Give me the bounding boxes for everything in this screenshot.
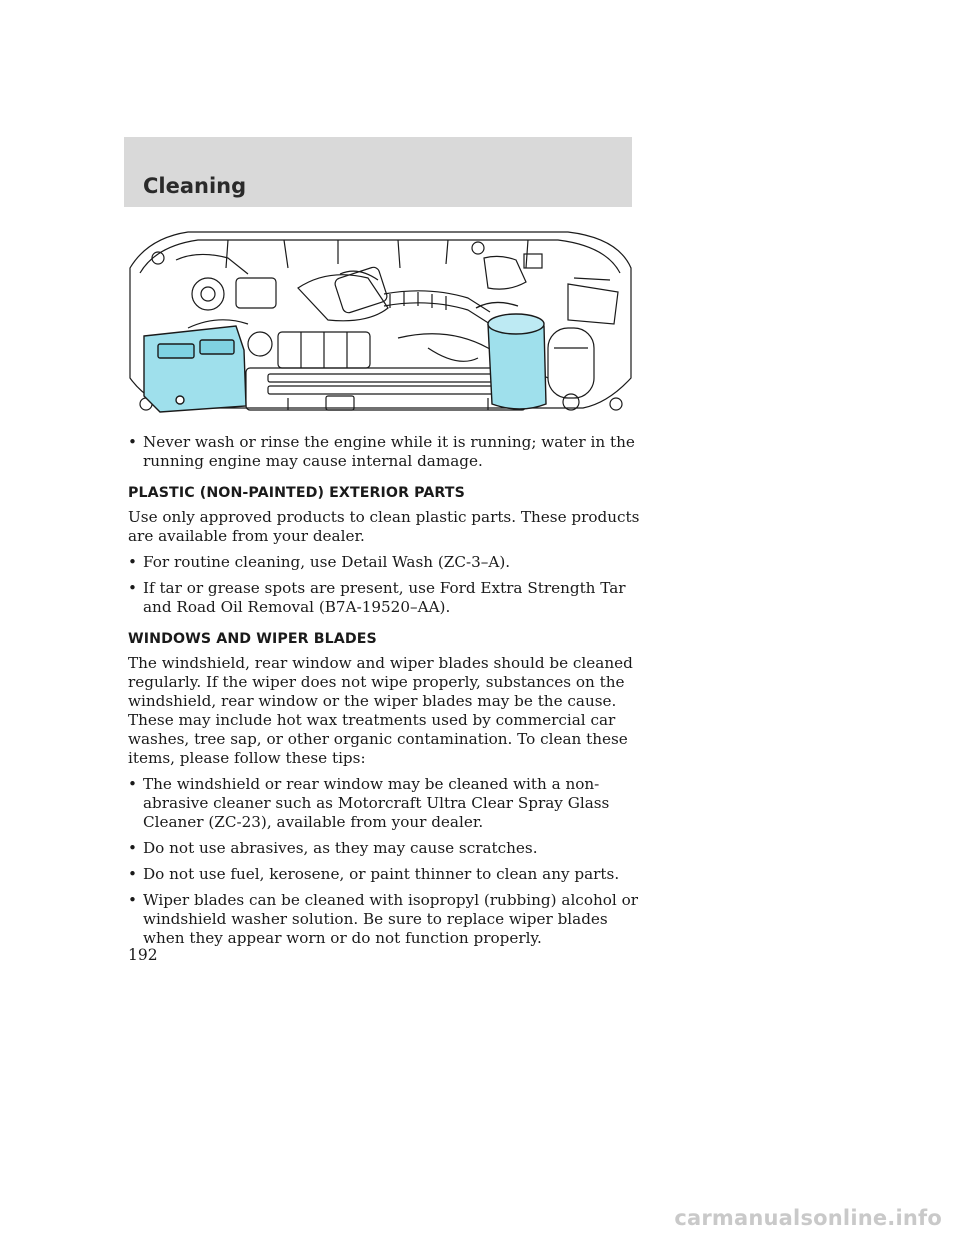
page-content — [128, 433, 648, 955]
bullet-text: The windshield or rear window may be cleaned with a non-abrasive cleaner such as Motorcraft Ultra Clear Spray Glass Cleaner (ZC-23), available from your dealer. — [143, 775, 610, 831]
heading-windows-wipers: WINDOWS AND WIPER BLADES — [128, 631, 377, 647]
heading-plastic-parts: PLASTIC (NON-PAINTED) EXTERIOR PARTS — [128, 485, 465, 501]
bullet-symbol: • — [128, 891, 137, 909]
engine-compartment-figure — [128, 228, 633, 416]
bullet-symbol: • — [128, 839, 137, 857]
bullet-text: Wiper blades can be cleaned with isopropyl (rubbing) alcohol or windshield washer solution. Be sure to replace wiper blades when they appear worn or do not function properly. — [143, 891, 638, 947]
bullet-text: For routine cleaning, use Detail Wash (ZC-3–A). — [143, 553, 511, 571]
watermark: carmanualsonline.info — [674, 1206, 942, 1230]
bullet-text: Do not use abrasives, as they may cause scratches. — [143, 839, 538, 857]
bullet-symbol: • — [128, 865, 137, 883]
bullet-item — [128, 839, 648, 858]
bullet-symbol: • — [128, 553, 137, 571]
bullet-item — [128, 553, 648, 572]
bullet-text: Never wash or rinse the engine while it is running; water in the running engine may cause internal damage. — [143, 433, 635, 470]
bullet-symbol: • — [128, 433, 137, 451]
bullet-text: Do not use fuel, kerosene, or paint thinner to clean any parts. — [143, 865, 620, 883]
bullet-symbol: • — [128, 775, 137, 793]
bullet-item — [128, 579, 648, 617]
bullet-item — [128, 891, 648, 948]
bullet-text: If tar or grease spots are present, use Ford Extra Strength Tar and Road Oil Removal (B7A-19520–AA). — [143, 579, 626, 616]
page-number: 192 — [128, 946, 158, 964]
bullet-symbol: • — [128, 579, 137, 597]
paragraph-plastic-intro: Use only approved products to clean plastic parts. These products are available from your dealer. — [128, 508, 640, 545]
bullet-item — [128, 865, 648, 884]
bullet-item — [128, 775, 648, 832]
engine-compartment-illustration-icon — [128, 228, 633, 416]
section-title: Cleaning — [143, 174, 247, 198]
bullet-engine-warning — [128, 433, 648, 471]
paragraph-windows-intro: The windshield, rear window and wiper blades should be cleaned regularly. If the wiper does not wipe properly, substances on the windshield, rear window or the wiper blades may be the cause. These may include hot wax treatments used by commercial car washes, tree sap, or other organic contamination. To clean these items, please follow these tips: — [128, 654, 633, 767]
